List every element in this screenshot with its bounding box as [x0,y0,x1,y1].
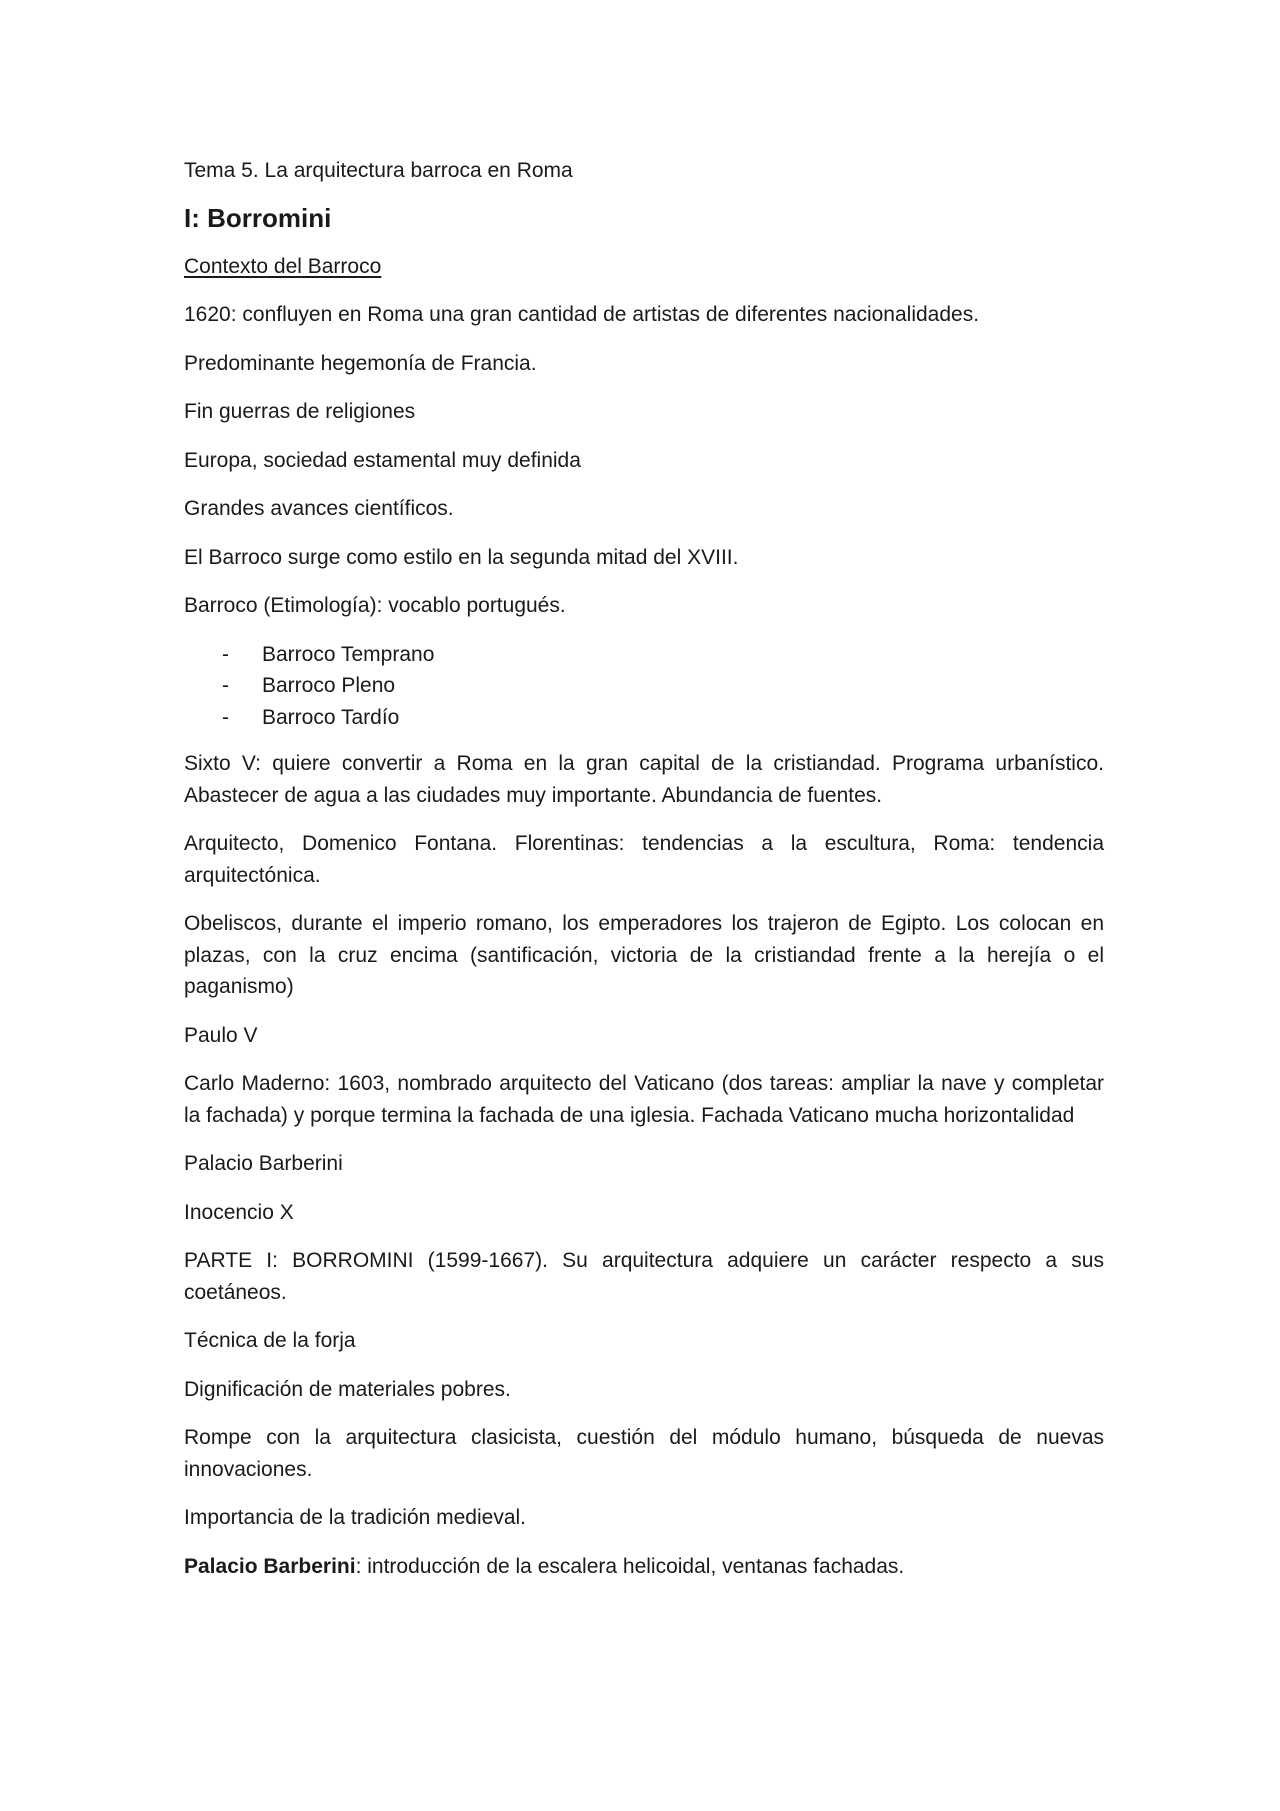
paragraph: Importancia de la tradición medieval. [184,1506,527,1529]
subsection-heading: Contexto del Barroco [184,254,382,278]
paragraph: Palacio Barberini [184,1152,343,1175]
list-dash: - [222,674,229,697]
paragraph: Rompe con la arquitectura clasicista, cuestión del módulo humano, búsqueda de nuevas innovaciones. [184,1426,1104,1481]
paragraph: Paulo V [184,1023,258,1047]
list-item [184,702,1104,734]
section-heading: I: Borromini [184,202,332,233]
list-item [184,670,1104,702]
document-title-line: Tema 5. La arquitectura barroca en Roma [184,159,573,182]
paragraph: Sixto V: quiere convertir a Roma en la gran capital de la cristiandad. Programa urbanístico. Abastecer de agua a las ciudades muy importante. Abundancia de fuentes. [184,752,1104,807]
paragraph: Europa, sociedad estamental muy definida [184,448,581,472]
paragraph: Arquitecto, Domenico Fontana. Florentinas: tendencias a la escultura, Roma: tendencia arquitectónica. [184,832,1104,887]
list-item-text: Barroco Tardío [262,705,400,729]
paragraph: Obeliscos, durante el imperio romano, los emperadores los trajeron de Egipto. Los colocan en plazas, con la cruz encima (santificación, victoria de la cristiandad frente a la herejía o el paganismo) [184,912,1104,998]
paragraph-rest: : introducción de la escalera helicoidal, ventanas fachadas. [355,1554,905,1578]
paragraph: El Barroco surge como estilo en la segunda mitad del XVIII. [184,545,739,569]
list-dash: - [222,642,229,666]
bold-term: Palacio Barberini [184,1554,356,1578]
list-dash: - [222,705,229,729]
paragraph: 1620: confluyen en Roma una gran cantidad de artistas de diferentes nacionalidades. [184,303,980,326]
paragraph: Técnica de la forja [184,1329,356,1352]
paragraph: Grandes avances científicos. [184,497,454,520]
list-item [184,639,1104,671]
paragraph: Carlo Maderno: 1603, nombrado arquitecto del Vaticano (dos tareas: ampliar la nave y completar la fachada) y porque termina la fachada de una iglesia. Fachada Vaticano mucha horizontalidad [184,1072,1104,1127]
paragraph: Dignificación de materiales pobres. [184,1377,511,1401]
list-item-text: Barroco Pleno [262,674,396,697]
paragraph: Fin guerras de religiones [184,400,416,423]
paragraph: Inocencio X [184,1200,294,1224]
list-item-text: Barroco Temprano [262,642,435,666]
paragraph: PARTE I: BORROMINI (1599-1667). Su arquitectura adquiere un carácter respecto a sus coetáneos. [184,1249,1104,1304]
paragraph-palacio-barberini [184,1551,1104,1583]
baroque-periods-list [184,639,1104,734]
paragraph: Barroco (Etimología): vocablo portugués. [184,594,566,617]
paragraph: Predominante hegemonía de Francia. [184,351,537,375]
